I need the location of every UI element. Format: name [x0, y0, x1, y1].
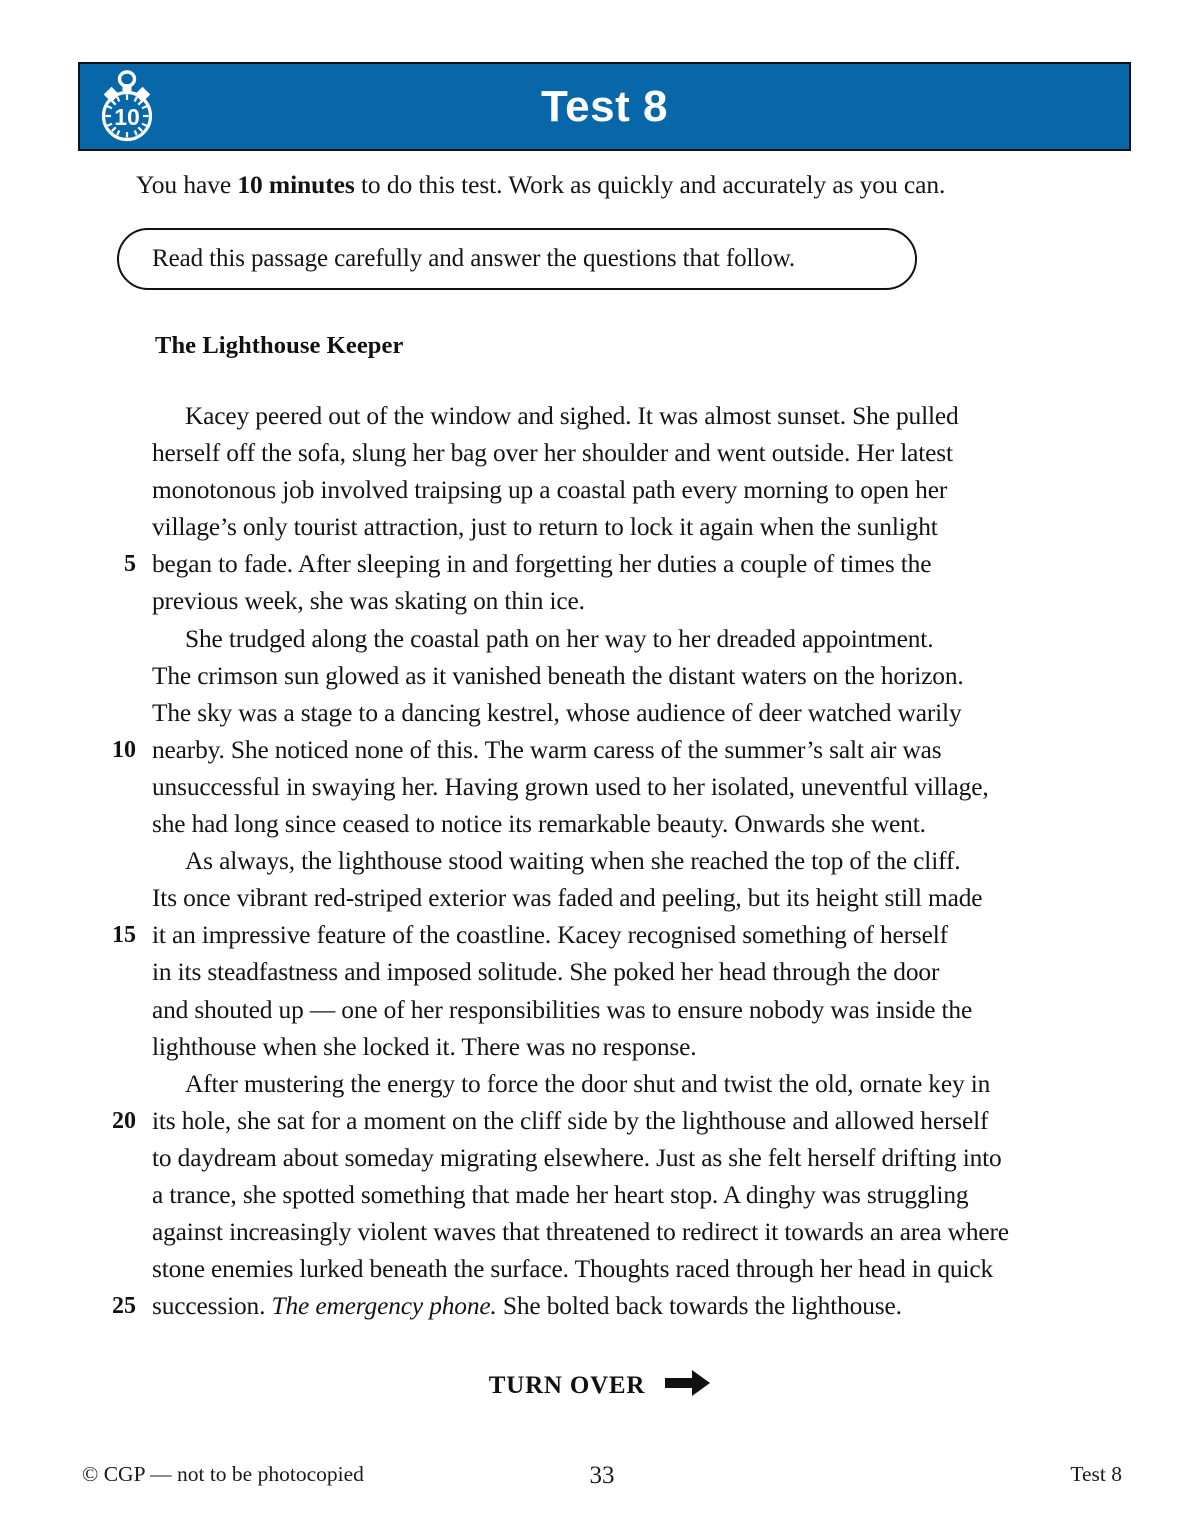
time-instruction [136, 170, 945, 200]
turn-over-footer [0, 1368, 1200, 1403]
stopwatch-value: 10 [114, 103, 140, 130]
passage-title: The Lighthouse Keeper [155, 332, 404, 359]
passage-line-text: in its steadfastness and imposed solitude. She poked her head through the door [152, 958, 940, 987]
passage-line [100, 1103, 1115, 1140]
passage-line [100, 1140, 1115, 1177]
passage-line [100, 472, 1115, 509]
passage-line [100, 435, 1115, 472]
passage-line-text: herself off the sofa, slung her bag over her shoulder and went outside. Her latest [152, 439, 953, 468]
passage-line [100, 1214, 1115, 1251]
passage-line [100, 1029, 1115, 1066]
passage-line [100, 992, 1115, 1029]
passage-line [100, 843, 1115, 880]
page-title: Test 8 [541, 81, 668, 131]
passage-line-text: a trance, she spotted something that made her heart stop. A dinghy was struggling [152, 1180, 969, 1209]
passage-line-text: she had long since ceased to notice its remarkable beauty. Onwards she went. [152, 810, 926, 839]
passage-body [100, 398, 1115, 1325]
passage-line-text: lighthouse when she locked it. There was no response. [152, 1032, 697, 1061]
page-footer [82, 1462, 1122, 1496]
passage-text-run: She bolted back towards the lighthouse. [496, 1292, 902, 1321]
passage-line [100, 658, 1115, 695]
copyright-notice: © CGP — not to be photocopied [82, 1462, 364, 1486]
passage-line-text: unsuccessful in swaying her. Having grown used to her isolated, uneventful village, [152, 772, 989, 801]
passage-line-number: 5 [124, 551, 136, 578]
right-arrow-icon [665, 1368, 711, 1403]
passage-line [100, 732, 1115, 769]
passage-line-text: it an impressive feature of the coastline. Kacey recognised something of herself [152, 921, 948, 950]
passage-line-number: 20 [112, 1107, 136, 1134]
passage-line [100, 546, 1115, 583]
passage-line-text: stone enemies lurked beneath the surface. Thoughts raced through her head in quick [152, 1255, 994, 1284]
passage-line-text: and shouted up — one of her responsibilities was to ensure nobody was inside the [152, 995, 973, 1024]
turn-over-label: TURN OVER [488, 1371, 646, 1399]
passage-line-text: village’s only tourist attraction, just to return to lock it again when the sunlight [152, 513, 938, 542]
stopwatch-icon [94, 70, 160, 144]
passage-emphasis-run: The emergency phone. [271, 1292, 497, 1321]
passage-line-text: against increasingly violent waves that threatened to redirect it towards an area where [152, 1218, 1009, 1247]
passage-line-text: monotonous job involved traipsing up a coastal path every morning to open her [152, 476, 948, 505]
passage-line [100, 880, 1115, 917]
passage-line [100, 954, 1115, 991]
passage-line-text: nearby. She noticed none of this. The warm caress of the summer’s salt air was [152, 735, 942, 764]
page-number: 33 [589, 1462, 615, 1489]
footer-test-label: Test 8 [1070, 1462, 1122, 1486]
passage-line [100, 1066, 1115, 1103]
passage-line [100, 621, 1115, 658]
passage-line-text: The sky was a stage to a dancing kestrel, whose audience of deer watched warily [152, 698, 962, 727]
passage-line [100, 398, 1115, 435]
passage-line-text: She trudged along the coastal path on her way to her dreaded appointment. [185, 624, 934, 653]
passage-line-text: began to fade. After sleeping in and forgetting her duties a couple of times the [152, 550, 932, 579]
passage-line-number: 15 [112, 922, 136, 949]
passage-line-text: As always, the lighthouse stood waiting when she reached the top of the cliff. [185, 847, 961, 876]
passage-line-text: its hole, she sat for a moment on the cliff side by the lighthouse and allowed herself [152, 1106, 989, 1135]
time-instruction-duration: 10 minutes [237, 170, 355, 199]
passage-line-text [152, 1288, 902, 1325]
passage-line-number: 25 [112, 1293, 136, 1320]
passage-line [100, 769, 1115, 806]
passage-line [100, 695, 1115, 732]
passage-line-text: The crimson sun glowed as it vanished beneath the distant waters on the horizon. [152, 661, 964, 690]
passage-line [100, 1251, 1115, 1288]
read-passage-callout [117, 228, 917, 290]
passage-line-text: to daydream about someday migrating elsewhere. Just as she felt herself drifting into [152, 1143, 1002, 1172]
passage-line-text: Kacey peered out of the window and sighed. It was almost sunset. She pulled [185, 402, 959, 430]
passage-line-text: After mustering the energy to force the door shut and twist the old, ornate key in [185, 1069, 991, 1098]
passage-line [100, 917, 1115, 954]
passage-text-run: succession. [152, 1292, 272, 1321]
passage-line [100, 583, 1115, 620]
passage-line-text: previous week, she was skating on thin ice. [152, 587, 585, 616]
time-instruction-before: You have [136, 170, 238, 199]
passage-line-text: Its once vibrant red-striped exterior was faded and peeling, but its height still made [152, 884, 983, 913]
passage-line [100, 1288, 1115, 1325]
test-header-bar [78, 62, 1131, 151]
passage-line [100, 806, 1115, 843]
passage-line [100, 509, 1115, 546]
passage-line [100, 1177, 1115, 1214]
time-instruction-after: to do this test. Work as quickly and accurately as you can. [354, 170, 946, 199]
passage-line-number: 10 [112, 736, 136, 763]
read-passage-callout-text: Read this passage carefully and answer the questions that follow. [152, 245, 796, 272]
